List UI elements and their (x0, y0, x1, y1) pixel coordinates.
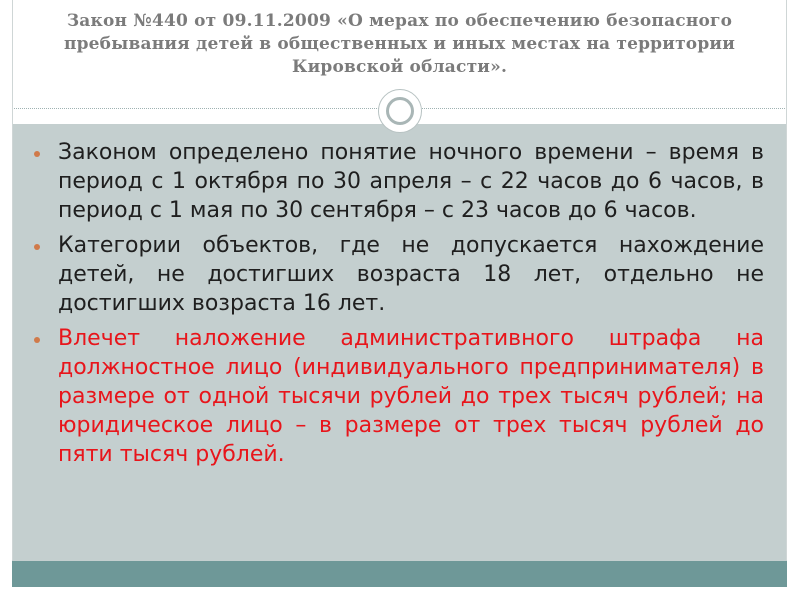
bottom-bar (12, 561, 787, 587)
bullet-text: Влечет наложение административного штрафа на должностное лицо (индивидуального предпринимателя) в размере от одной тысячи рублей до трех тысяч рублей; на юридическое лицо – в размере от трех тысяч рублей до пяти тысяч рублей. (58, 326, 764, 467)
bullet-dot-icon (34, 244, 40, 250)
bullet-object-categories (32, 231, 764, 318)
bullet-text: Законом определено понятие ночного времени – время в период с 1 октября по 30 апреля – с 22 часов до 6 часов, в период с 1 мая по 30 сентября – с 23 часов до 6 часов. (58, 140, 764, 223)
bullet-dot-icon (34, 151, 40, 157)
bullet-night-time (32, 138, 764, 225)
bullet-penalty (32, 324, 764, 469)
bullet-text: Категории объектов, где не допускается нахождение детей, не достигших возраста 18 лет, отдельно не достигших возраста 16 лет. (58, 233, 764, 316)
bullet-list (32, 138, 764, 475)
slide-title: Закон №440 от 09.11.2009 «О мерах по обеспечению безопасного пребывания детей в общественных и иных местах на территории Кировской области». (63, 11, 736, 77)
circle-ornament-inner-icon (386, 97, 414, 125)
bullet-dot-icon (34, 337, 40, 343)
